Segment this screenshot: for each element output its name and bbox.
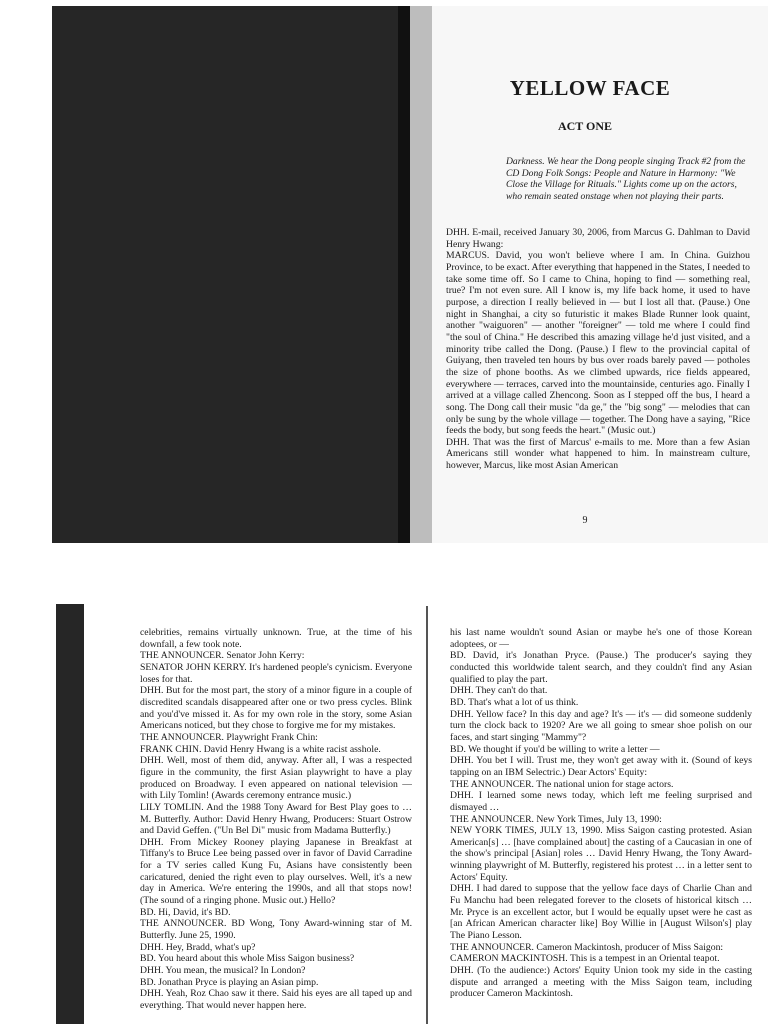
dialogue-line: BD. That's what a lot of us think. <box>450 696 579 708</box>
book-gutter <box>410 6 432 543</box>
dialogue-line: THE ANNOUNCER. BD Wong, Tony Award-winning star of M. Butterfly. June 25, 1990. <box>140 918 412 942</box>
act-heading: ACT ONE <box>557 119 613 133</box>
dialogue-line: DHH. Well, most of them did, anyway. After all, I was a respected figure in the community, the first Asian playwright to have a play produced on Broadway. I even appeared on national television — with Lily Tomlin! (Awards ceremony entrance music.) <box>140 755 412 802</box>
bottom-right-page <box>450 627 752 1000</box>
dialogue-line: DHH. I learned some news today, which left me feeling surprised and dismayed … <box>450 790 752 813</box>
dialogue-line: DHH. From Mickey Rooney playing Japanese in Breakfast at Tiffany's to Bruce Lee being passed over in favor of David Carradine for a TV series called Kung Fu, Asians have consistently been caricatured, denied the right even to play ourselves. Well, it's a new day in America. We're entering the 1990s, and all that stops now! (The sound of a ringing phone. Music out.) Hello? <box>140 836 412 907</box>
dialogue-line: DHH. I had dared to suppose that the yellow face days of Charlie Chan and Fu Manchu had been relegated forever to the closets of historical kitsch … Mr. Pryce is an excellent actor, but I would be equally upset were he cast as [an African American character like] Boy Willie in [August Wilson's] play The Piano Lesson. <box>450 883 752 942</box>
dialogue-line: SENATOR JOHN KERRY. It's hardened people's cynicism. Everyone loses for that. <box>140 661 412 685</box>
dialogue-line: celebrities, remains virtually unknown. True, at the time of his downfall, a few took note. <box>140 627 412 650</box>
dialogue-line: THE ANNOUNCER. Senator John Kerry: <box>140 650 305 662</box>
dialogue-line: BD. Hi, David, it's BD. <box>140 906 231 918</box>
dialogue-line: THE ANNOUNCER. The national union for stage actors. <box>450 778 674 790</box>
column-divider <box>426 606 428 1024</box>
dialogue-line: BD. We thought if you'd be willing to write a letter — <box>450 743 660 755</box>
dialogue-line: DHH. Hey, Bradd, what's up? <box>140 941 256 953</box>
dialogue-line: THE ANNOUNCER. Cameron Mackintosh, producer of Miss Saigon: <box>450 941 724 953</box>
page-number: 9 <box>582 515 588 526</box>
dialogue-line: DHH. You mean, the musical? In London? <box>140 965 306 977</box>
dialogue-line: DHH. Yellow face? In this day and age? It's — it's — did someone suddenly turn the clock back to 1920? Are we all going to smear shoe polish on our faces, and start singing "Mammy"? <box>450 708 752 743</box>
blank-left-page <box>52 6 398 543</box>
bottom-page-edge-shadow <box>56 604 84 1024</box>
page-edge-shadow <box>398 6 410 543</box>
bottom-left-page <box>140 627 412 1012</box>
dialogue-line: DHH. (To the audience:) Actors' Equity Union took my side in the casting dispute and arranged a meeting with the Miss Saigon team, including producer Cameron Mackintosh. <box>450 965 752 1000</box>
dialogue-line: BD. Jonathan Pryce is playing an Asian pimp. <box>140 976 319 988</box>
dialogue-line: THE ANNOUNCER. Playwright Frank Chin: <box>140 731 318 743</box>
dialogue-line: BD. You heard about this whole Miss Saigon business? <box>140 953 355 965</box>
dialogue-line: his last name wouldn't sound Asian or maybe he's one of those Korean adoptees, or — <box>450 627 752 650</box>
dialogue-line: DHH. E-mail, received January 30, 2006, from Marcus G. Dahlman to David Henry Hwang: <box>446 227 750 250</box>
dialogue-line: DHH. They can't do that. <box>450 685 548 697</box>
opening-stage-direction: Darkness. We hear the Dong people singing Track #2 from the CD Dong Folk Songs: People and Nature in Harmony: "We Close the Village for Rituals." Lights come up on the actors, who remain seated onstage when not playing their parts. <box>506 156 746 202</box>
play-title: YELLOW FACE <box>509 76 671 100</box>
dialogue-line: LILY TOMLIN. And the 1988 Tony Award for Best Play goes to … M. Butterfly. Author: David Henry Hwang, Producers: Stuart Ostrow and David Geffen. ("Un Bel Di" music from Madama Butterfly.) <box>140 801 412 837</box>
dialogue-line: MARCUS. David, you won't believe where I am. In China. Guizhou Province, to be exact. After everything that happened in the States, I needed to take some time off. So I came to China, hoping to find — something real, true? I'm not even sure. All I know is, my life back home, it used to have purpose, a direction I really believed in — but I lost all that. (Pause.) One night in Shanghai, a city so futuristic it makes Blade Runner look quaint, another "waiguoren" — another "foreigner" — told me where I could find "the soul of China." He described this amazing village he'd just visited, and a minority tribe called the Dong. (Pause.) I flew to the provincial capital of Guiyang, then traveled ten hours by bus over roads barely paved — potholes the size of phone booths. As we climbed upwards, rice fields appeared, everywhere — terraces, carved into the mountainside, centuries ago. Finally I arrived at a village called Zhencong. Soon as I stepped off the bus, I heard a song. The Dong call their music "da ge," the "big song" — melodies that can only be sung by the whole village — together. The Dong have a saying, "Rice feeds the body, but song feeds the heart." (Music out.) <box>446 250 750 437</box>
dialogue-line: DHH. Yeah, Roz Chao saw it there. Said his eyes are all taped up and everything. That would never happen here. <box>140 988 412 1011</box>
dialogue-line: CAMERON MACKINTOSH. This is a tempest in an Oriental teapot. <box>450 953 720 965</box>
page-9-body <box>446 227 750 472</box>
dialogue-line: BD. David, it's Jonathan Pryce. (Pause.) The producer's saying they conducted this worldwide talent search, and they couldn't find any Asian qualified to play the part. <box>450 650 752 685</box>
dialogue-line: NEW YORK TIMES, JULY 13, 1990. Miss Saigon casting protested. Asian American[s] … [have complained about] the casting of a Caucasian in one of the show's principal [Asian] roles … David Henry Hwang, the Tony Award-winning playwright of M. Butterfly, registered his protest … in a letter sent to Actors' Equity. <box>450 825 752 883</box>
dialogue-line: DHH. That was the first of Marcus' e-mails to me. More than a few Asian Americans still wonder what happened to him. In mainstream culture, however, Marcus, like most Asian American <box>446 436 750 472</box>
dialogue-line: DHH. But for the most part, the story of a minor figure in a couple of discredited scandals disappeared after one or two press cycles. Blink and you'd've missed it. As for my own role in the story, some Asian Americans noticed, but they chose to forgive me for my mistakes. <box>140 685 412 732</box>
dialogue-line: FRANK CHIN. David Henry Hwang is a white racist asshole. <box>140 743 381 755</box>
dialogue-line: THE ANNOUNCER. New York Times, July 13, 1990: <box>450 813 662 825</box>
dialogue-line: DHH. You bet I will. Trust me, they won't get away with it. (Sound of keys tapping on an IBM Selectric.) Dear Actors' Equity: <box>450 755 752 778</box>
